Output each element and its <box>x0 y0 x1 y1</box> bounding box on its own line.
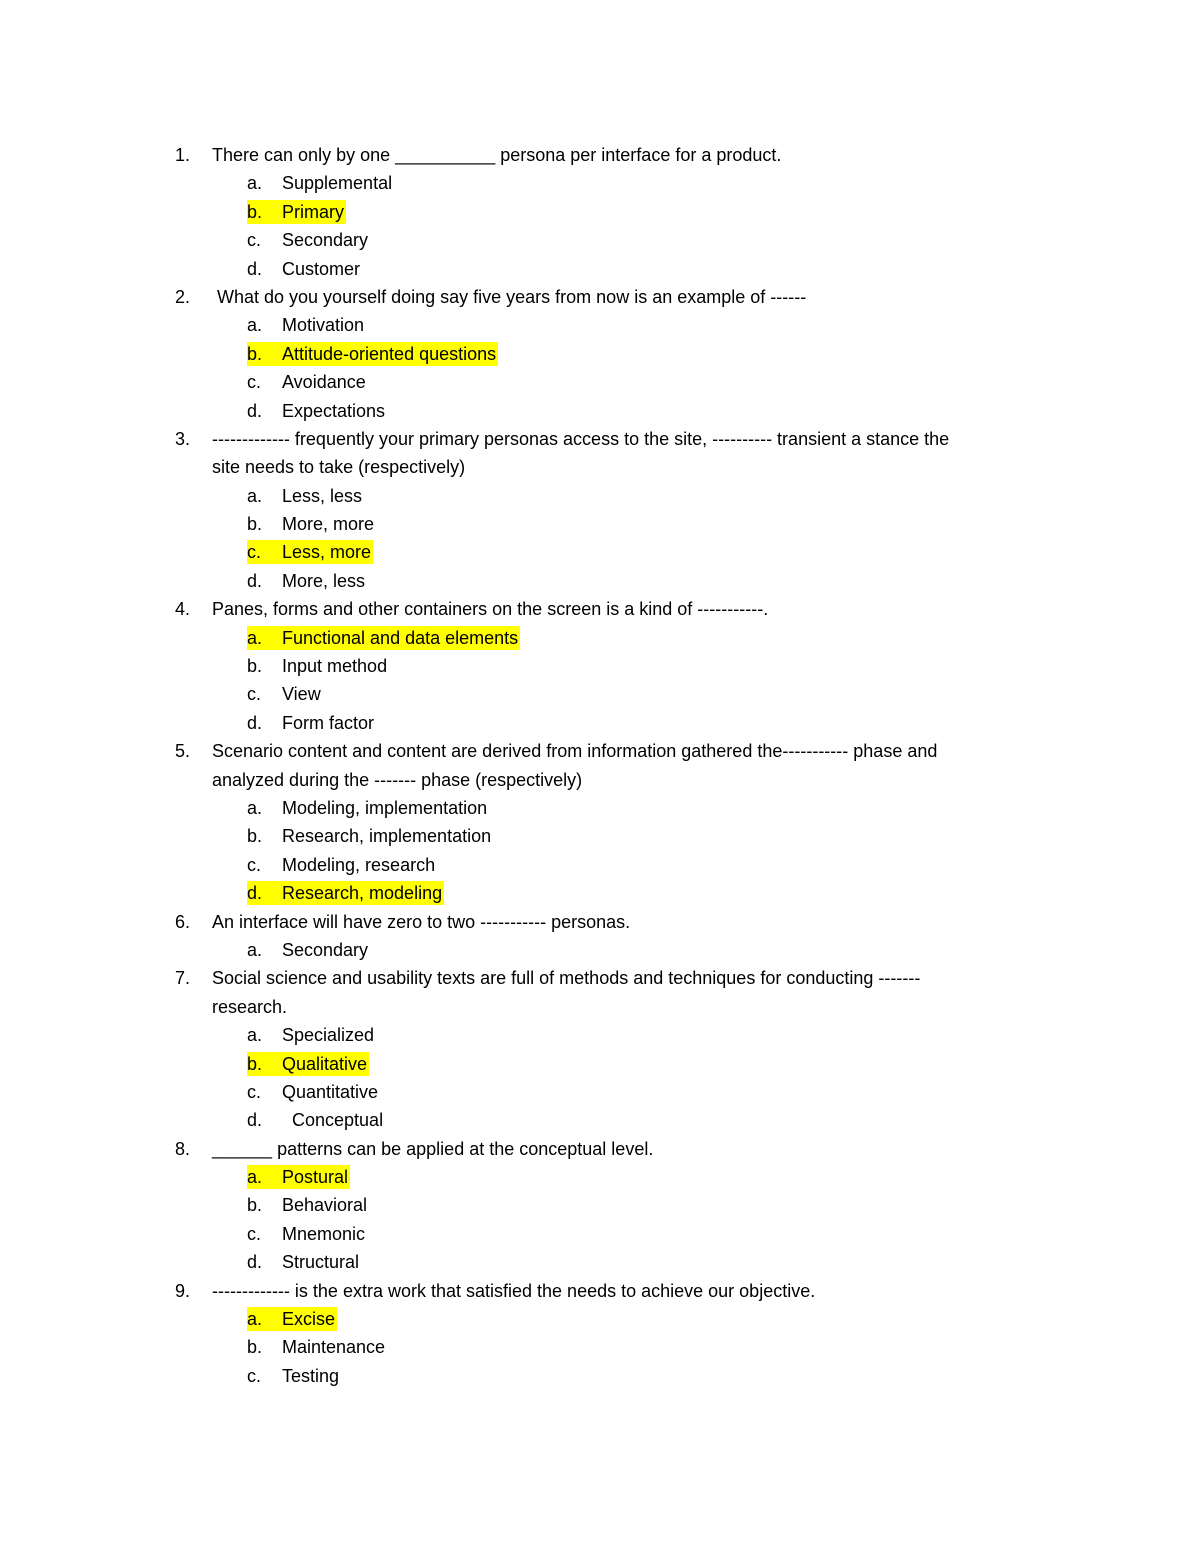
option-text: More, less <box>282 570 366 591</box>
option-letter: b. <box>247 342 282 366</box>
option-letter: a. <box>247 1165 282 1189</box>
option-letter: c. <box>247 1081 262 1102</box>
option-text: Modeling, research <box>282 854 436 875</box>
answer-option <box>0 1191 1200 1219</box>
answer-option <box>0 1078 1200 1106</box>
question-text: There can only by one __________ persona per interface for a product. <box>212 145 782 165</box>
answer-option <box>0 822 1200 850</box>
answer-option <box>0 851 1200 879</box>
question-number: 5. <box>175 741 191 762</box>
option-text: Quantitative <box>282 1081 379 1102</box>
answer-option <box>0 510 1200 538</box>
option-letter: a. <box>247 626 282 650</box>
answer-option-highlighted <box>0 538 1200 566</box>
option-letter: c. <box>247 1223 262 1244</box>
question-3 <box>0 425 1200 595</box>
answer-option <box>0 1333 1200 1361</box>
option-text: Attitude-oriented questions <box>282 343 497 364</box>
option-text: More, more <box>282 514 375 535</box>
option-letter: a. <box>247 1025 263 1046</box>
question-line <box>0 908 1200 936</box>
option-text: Structural <box>282 1252 360 1273</box>
option-text: Mnemonic <box>282 1223 366 1244</box>
option-letter: b. <box>247 826 263 847</box>
question-5 <box>0 737 1200 907</box>
option-text: Secondary <box>282 939 369 960</box>
question-line <box>0 141 1200 169</box>
question-1 <box>0 141 1200 283</box>
option-letter: a. <box>247 797 263 818</box>
answer-option <box>0 567 1200 595</box>
option-letter: c. <box>247 854 262 875</box>
question-number: 4. <box>175 599 191 620</box>
option-letter: d. <box>247 712 263 733</box>
answer-option <box>0 652 1200 680</box>
answer-option <box>0 709 1200 737</box>
question-text: ------------- is the extra work that satisfied the needs to achieve our objective. <box>212 1280 816 1301</box>
option-letter: a. <box>247 315 263 336</box>
question-number: 8. <box>175 1138 191 1159</box>
question-number: 6. <box>175 911 191 932</box>
question-list <box>0 141 1200 1390</box>
answer-option <box>0 1021 1200 1049</box>
option-letter: c. <box>247 540 282 564</box>
option-letter: b. <box>247 1195 263 1216</box>
answer-option <box>0 1362 1200 1390</box>
question-line <box>0 993 1200 1021</box>
question-line <box>0 1135 1200 1163</box>
option-text: Less, more <box>282 542 372 563</box>
answer-option-highlighted <box>0 624 1200 652</box>
option-text: Testing <box>282 1365 340 1386</box>
option-letter: b. <box>247 514 263 535</box>
option-text: Maintenance <box>282 1337 386 1358</box>
option-text: Avoidance <box>282 372 366 393</box>
option-text: Research, modeling <box>282 883 443 904</box>
option-text: Expectations <box>282 400 386 421</box>
answer-option-highlighted <box>0 198 1200 226</box>
answer-option <box>0 680 1200 708</box>
option-text: Secondary <box>282 230 369 251</box>
question-4 <box>0 595 1200 737</box>
option-letter: d. <box>247 1110 263 1131</box>
question-text: analyzed during the ------- phase (respectively) <box>212 769 583 790</box>
question-9 <box>0 1277 1200 1391</box>
option-text: Qualitative <box>282 1053 368 1074</box>
answer-option <box>0 936 1200 964</box>
question-line <box>0 283 1200 311</box>
question-line <box>0 425 1200 453</box>
option-text: Customer <box>282 258 361 279</box>
option-letter: d. <box>247 400 263 421</box>
answer-option <box>0 169 1200 197</box>
answer-option <box>0 1106 1200 1134</box>
question-line <box>0 766 1200 794</box>
option-letter: d. <box>247 881 282 905</box>
option-text: Behavioral <box>282 1195 368 1216</box>
answer-option <box>0 1220 1200 1248</box>
answer-option <box>0 311 1200 339</box>
option-letter: b. <box>247 1337 263 1358</box>
answer-option-highlighted <box>0 1163 1200 1191</box>
question-text: site needs to take (respectively) <box>212 457 466 478</box>
option-letter: b. <box>247 656 263 677</box>
question-number: 1. <box>175 145 191 165</box>
option-text: Research, implementation <box>282 826 492 847</box>
question-6 <box>0 908 1200 965</box>
option-text: Less, less <box>282 485 363 506</box>
question-number: 7. <box>175 968 191 989</box>
option-text: Motivation <box>282 315 365 336</box>
question-7 <box>0 964 1200 1134</box>
question-line <box>0 595 1200 623</box>
option-letter: a. <box>247 173 263 194</box>
option-letter: a. <box>247 485 263 506</box>
option-letter: a. <box>247 1307 282 1331</box>
question-number: 2. <box>175 286 191 307</box>
option-letter: b. <box>247 200 282 224</box>
question-text: Panes, forms and other containers on the screen is a kind of -----------. <box>212 599 769 620</box>
option-letter: c. <box>247 1365 262 1386</box>
answer-option <box>0 794 1200 822</box>
option-text: View <box>282 684 321 705</box>
question-text: Scenario content and content are derived from information gathered the----------- phase and <box>212 741 938 762</box>
answer-option <box>0 1248 1200 1276</box>
answer-option-highlighted <box>0 1050 1200 1078</box>
question-number: 9. <box>175 1280 191 1301</box>
question-line <box>0 1277 1200 1305</box>
option-text: Functional and data elements <box>282 627 519 648</box>
question-text: ------------- frequently your primary personas access to the site, ---------- transient a stance the <box>212 428 950 449</box>
question-2 <box>0 283 1200 425</box>
answer-option <box>0 255 1200 283</box>
option-text: Conceptual <box>282 1110 384 1131</box>
question-line <box>0 453 1200 481</box>
option-text: Postural <box>282 1167 349 1188</box>
question-number: 3. <box>175 428 191 449</box>
option-letter: d. <box>247 258 263 279</box>
question-line <box>0 964 1200 992</box>
option-letter: a. <box>247 939 263 960</box>
option-text: Specialized <box>282 1025 375 1046</box>
option-text: Primary <box>282 201 344 222</box>
option-text: Input method <box>282 656 388 677</box>
option-letter: d. <box>247 1252 263 1273</box>
answer-option <box>0 368 1200 396</box>
question-line <box>0 737 1200 765</box>
option-letter: c. <box>247 230 262 251</box>
question-text: ______ patterns can be applied at the conceptual level. <box>212 1138 654 1159</box>
answer-option <box>0 226 1200 254</box>
answer-option-highlighted <box>0 340 1200 368</box>
answer-option <box>0 482 1200 510</box>
option-text: Supplemental <box>282 173 393 194</box>
question-8 <box>0 1135 1200 1277</box>
question-text: research. <box>212 996 288 1017</box>
option-letter: c. <box>247 372 262 393</box>
answer-option <box>0 397 1200 425</box>
answer-option-highlighted <box>0 879 1200 907</box>
question-text: What do you yourself doing say five years from now is an example of ------ <box>212 286 807 307</box>
option-text: Form factor <box>282 712 375 733</box>
option-letter: b. <box>247 1052 282 1076</box>
question-text: An interface will have zero to two ----------- personas. <box>212 911 631 932</box>
option-letter: d. <box>247 570 263 591</box>
option-text: Excise <box>282 1309 336 1330</box>
option-letter: c. <box>247 684 262 705</box>
question-text: Social science and usability texts are full of methods and techniques for conducting ------- <box>212 968 921 989</box>
answer-option-highlighted <box>0 1305 1200 1333</box>
option-text: Modeling, implementation <box>282 797 488 818</box>
